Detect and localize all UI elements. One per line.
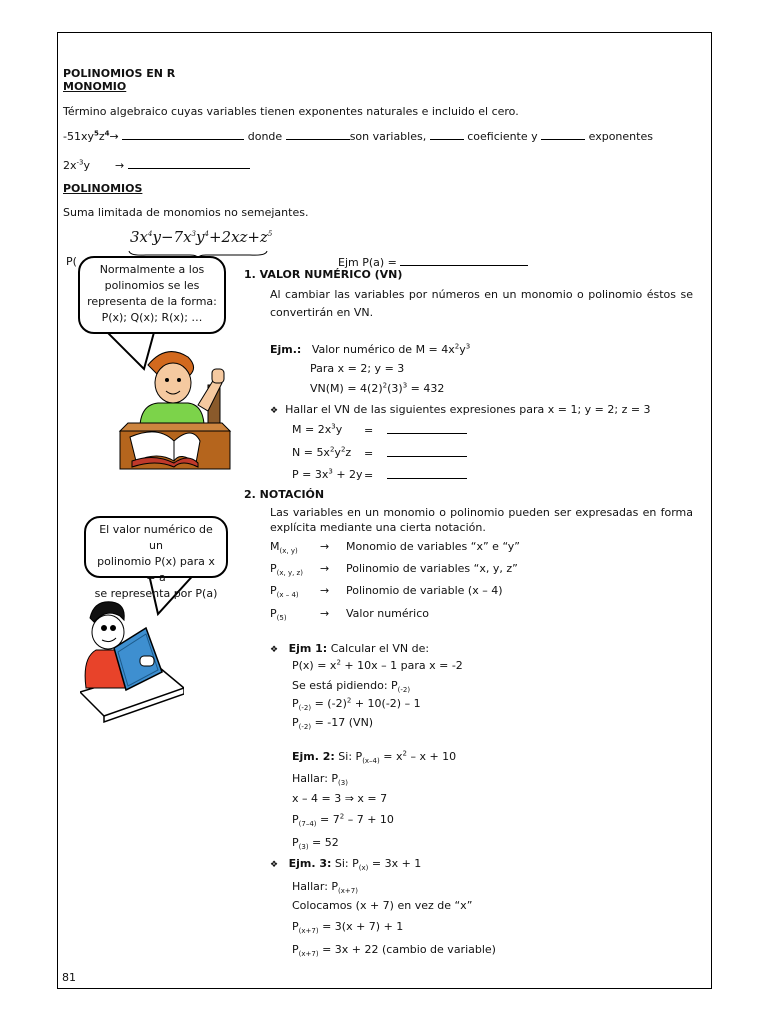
student-reading-illustration <box>118 345 233 473</box>
answer-blank[interactable] <box>387 468 467 479</box>
example-values: Para x = 2; y = 3 <box>310 362 405 375</box>
valor-numerico-intro: Al cambiar las variables por números en un monomio o polinomio éstos se <box>270 288 693 301</box>
monomio-exercise-1: $-51xy^5z^4\to$ donde son variables, coeficiente y exponentes <box>63 129 653 143</box>
example-2-line: $P_{(3)} = 52$ <box>292 836 339 852</box>
bullet-icon: ❖ <box>270 645 279 655</box>
notation-description: Polinomio de variables “x, y, z” <box>346 562 518 575</box>
section-heading-valor-numerico: 1. VALOR NUMÉRICO (VN) <box>244 268 403 281</box>
polynomial-formula: $3x^4y-7x^3y^4+2xz+z^5$ <box>130 228 273 246</box>
exercise-n-answer: = <box>364 446 467 461</box>
exercise-p-answer: = <box>364 468 467 483</box>
notation-symbol: $P_{(x, y, z)}$ <box>270 562 303 578</box>
example-1-line: $P_{(-2)} = (-2)^2 + 10(-2) - 1$ <box>292 696 421 713</box>
example-3-heading: ❖ Ejm. 3: Si: $P_{(x)} = 3x + 1$ <box>270 857 422 873</box>
example-1-heading: ❖ Ejm 1: Calcular el VN de: <box>270 642 430 655</box>
answer-blank[interactable] <box>541 129 585 140</box>
arrow-icon: → <box>320 562 330 575</box>
example-2-line: x – 4 = 3 ⇒ x = 7 <box>292 792 388 805</box>
example-3-line: $P_{(x+7)} = 3(x + 7) + 1$ <box>292 920 404 936</box>
example-3-line: Hallar: $P_{(x+7)}$ <box>292 880 358 896</box>
example-valor-numerico: Ejm.: Valor numérico de $M = 4x^2y^3$ <box>270 342 471 356</box>
speech-bubble-tail-mask <box>100 325 160 337</box>
arrow-icon: → <box>320 540 330 553</box>
answer-blank[interactable] <box>400 255 528 266</box>
notation-description: Monomio de variables “x” e “y” <box>346 540 520 553</box>
example-2-line: Hallar: $P_{(3)}$ <box>292 772 348 788</box>
notation-description: Valor numérico <box>346 607 429 620</box>
notacion-intro-2: explícita mediante una cierta notación. <box>270 521 486 534</box>
example-2-heading: Ejm. 2: Si: $P_{(x-4)} = x^2 - x + 10$ <box>292 749 457 766</box>
notation-description: Polinomio de variable (x – 4) <box>346 584 503 597</box>
page-title: POLINOMIOS EN R <box>63 67 176 80</box>
section-heading-monomio: MONOMIO <box>63 80 127 93</box>
exercise-m-answer: = <box>364 423 467 438</box>
example-3-line: Colocamos (x + 7) en vez de “x” <box>292 899 473 912</box>
arrow-icon: → <box>320 584 330 597</box>
example-1-line: $P_{(-2)} = -17$ (VN) <box>292 716 374 732</box>
exercise-p: $P = 3x^3 + 2y$ <box>292 467 363 481</box>
answer-blank[interactable] <box>286 129 350 140</box>
exercise-m: $M = 2x^3y$ <box>292 422 343 436</box>
polinomios-example: Ejm P(a) = <box>338 255 528 270</box>
notation-symbol: $P_{(5)}$ <box>270 607 287 623</box>
notacion-intro: Las variables en un monomio o polinomio pueden ser expresadas en forma <box>270 506 693 519</box>
answer-blank[interactable] <box>387 446 467 457</box>
boy-reading-illustration <box>80 598 184 724</box>
page-number: 81 <box>62 971 76 984</box>
answer-blank[interactable] <box>122 129 244 140</box>
example-1-line: Se está pidiendo: $P_{(-2)}$ <box>292 679 411 695</box>
example-2-line: $P_{(7-4)} = 7^2 - 7 + 10$ <box>292 812 394 829</box>
speech-bubble-tail-mask <box>148 570 208 582</box>
notation-symbol: $P_{(x - 4)}$ <box>270 584 299 600</box>
answer-blank[interactable] <box>387 423 467 434</box>
answer-blank[interactable] <box>430 129 464 140</box>
speech-bubble-notation: Normalmente a los polinomios se les representa de la forma: P(x); Q(x); R(x); … <box>78 256 226 334</box>
monomio-definition: Término algebraico cuyas variables tienen exponentes naturales e incluido el cero. <box>63 105 519 118</box>
section-heading-polinomios: POLINOMIOS <box>63 182 143 195</box>
bullet-icon: ❖ <box>270 406 279 416</box>
polynomial-label: P( <box>66 255 77 268</box>
polinomios-definition: Suma limitada de monomios no semejantes. <box>63 206 309 219</box>
example-1-line: $P(x) = x^2 + 10x - 1$ para x = -2 <box>292 658 463 672</box>
exercise-n: $N = 5x^2y^2z$ <box>292 445 352 459</box>
monomio-exercise-2: $2x^{-3}y$ → <box>63 158 250 173</box>
example-result: $VN(M) = 4(2)^2(3)^3 = 432$ <box>310 381 445 395</box>
notation-symbol: $M_{(x, y)}$ <box>270 540 298 556</box>
arrow-icon: → <box>109 130 119 143</box>
answer-blank[interactable] <box>128 158 250 169</box>
speech-bubble-valor-numerico: El valor numérico de un polinomio P(x) para x = a se representa por P(a) <box>84 516 228 578</box>
exercise-instruction: ❖ Hallar el VN de las siguientes expresiones para x = 1; y = 2; z = 3 <box>270 403 651 416</box>
valor-numerico-intro-2: convertirán en VN. <box>270 306 374 319</box>
example-3-line: $P_{(x+7)} = 3x + 22$ (cambio de variable) <box>292 943 496 959</box>
arrow-icon: → <box>320 607 330 620</box>
bullet-icon: ❖ <box>270 860 279 870</box>
section-heading-notacion: 2. NOTACIÓN <box>244 488 325 501</box>
arrow-icon: → <box>115 159 125 172</box>
